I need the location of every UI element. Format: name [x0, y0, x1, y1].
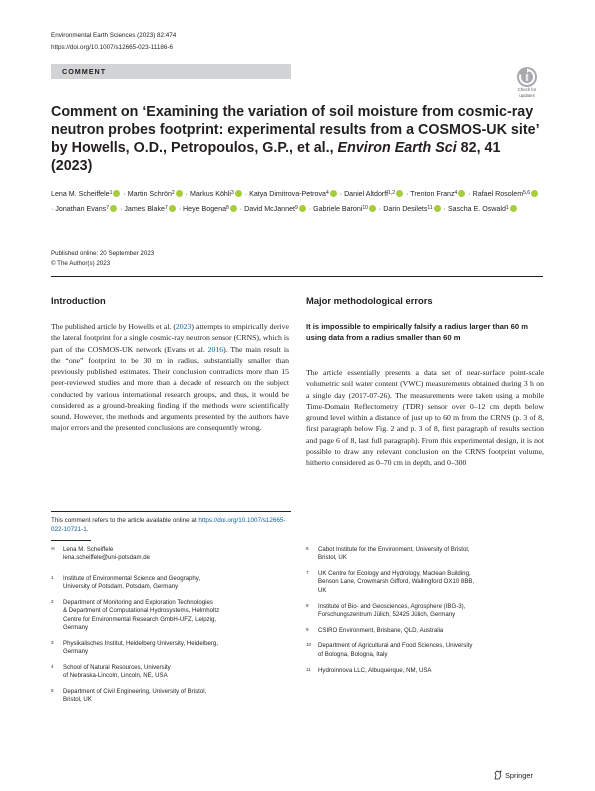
orcid-icon[interactable] [230, 205, 237, 212]
intro-text-c: ). The main result is the “one” footprint to be 30 m in radius, substantially smaller than previously published estimates. Their conclusion contradicts more than 15 peer-reviewed studies and more than a decade of research on the subject conducted by various international research groups, and thus, it would be considered as a ground-breaking finding if the methods were scientifically sound. However, the methods and arguments presented by the authors have major errors and the presented conclusions are consequently wrong. [51, 344, 289, 433]
orcid-icon[interactable] [510, 205, 517, 212]
doi-link[interactable]: https://doi.org/10.1007/s12665-023-11186-6 [51, 44, 173, 51]
author-entry [51, 190, 121, 198]
author-entry [473, 190, 539, 198]
author-affiliation-number: 4 [325, 190, 329, 196]
author-entry [183, 205, 238, 213]
author-name[interactable]: Lena M. Scheiffele [51, 190, 110, 198]
article-type-label: COMMENT [62, 67, 107, 76]
citation-link[interactable]: 2023 [175, 322, 192, 331]
major-errors-subheading: It is impossible to empirically falsify a radius larger than 60 m using data from a radius smaller than 60 m [306, 322, 528, 342]
author-name[interactable]: Trenton Franz [410, 190, 455, 198]
check-for-updates-badge[interactable] [512, 67, 542, 105]
author-entry [383, 205, 441, 213]
author-entry [448, 205, 518, 213]
author-entry [55, 205, 118, 213]
orcid-icon[interactable] [369, 205, 376, 212]
springer-logo [493, 770, 553, 780]
author-name[interactable]: Heye Bogena [183, 205, 227, 213]
author-name[interactable]: Daniel Altdorff [344, 190, 389, 198]
author-affiliation-number: 2 [171, 190, 175, 196]
contact-name: Lena M. Scheiffele [63, 546, 114, 553]
author-affiliation-number: 1,2 [388, 190, 396, 196]
envelope-icon: ✉ [51, 546, 55, 551]
affiliation-line: Institute of Environmental Science and Geography, [63, 575, 201, 582]
author-entry [410, 190, 466, 198]
orcid-icon[interactable] [458, 190, 465, 197]
introduction-heading: Introduction [51, 295, 106, 306]
footnote-text: This comment refers to the article available online at [51, 517, 199, 524]
author-list: Lena M. Scheiffele$^1$ · Martin Schrön$^2$ · Markus Köhli$^3$ · Katya Dimitrova-Petrova$^4$ · Daniel Altdorff$^{1,2}$ · Trenton Franz$^4$ · Rafael Rosolem$^{5,6}$ · Jonathan Evans$^7$ · James Blake$^7$ · Heye Bogena$^8$ · David McJannet$^9$ · Gabriele Baroni$^{10}$ · Darin Desilets$^{11}$ · Sascha E. Oswald$^1$ [51, 187, 543, 217]
affiliation-line: Germany [63, 648, 89, 656]
author-entry [313, 205, 377, 213]
author-entry [344, 190, 404, 198]
author-name[interactable]: Katya Dimitrova-Petrova [249, 190, 326, 198]
orcid-icon[interactable] [434, 205, 441, 212]
affiliation-number: 4 [51, 663, 54, 669]
affiliation-line: Bristol, UK [318, 554, 347, 562]
affiliation-line: CSIRO Environment, Brisbane, QLD, Australia [318, 626, 444, 634]
author-affiliation-number: 5,6 [523, 190, 531, 196]
author-entry [128, 190, 184, 198]
author-name[interactable]: David McJannet [244, 205, 295, 213]
author-affiliation-number: 11 [427, 205, 433, 211]
author-name[interactable]: James Blake [124, 205, 165, 213]
affiliation-number: 11 [306, 666, 311, 672]
affiliation-line: Institute of Bio- and Geosciences, Agrosphere (IBG-3), [318, 602, 466, 610]
title-main: Comment on ‘Examining the variation of soil moisture from cosmic-ray neutron probes footprint: experimental results from a COSMOS-UK site’ by Howells, O.D., Petropoulos, G.P., et al., [51, 104, 539, 156]
affiliation-number: 6 [306, 546, 309, 551]
author-affiliation-number: 7 [164, 205, 168, 211]
check-updates-line1: Check for [517, 87, 537, 92]
footnote-link[interactable]: https://doi.org/10.1007/s12665-022-10721-1. [51, 517, 286, 533]
affiliation-number: 2 [51, 599, 54, 605]
article-type-bar [51, 64, 291, 79]
author-affiliation-number: 1 [109, 190, 113, 196]
affiliation-line: Forschungszentrum Jülich, 52425 Jülich, Germany [318, 610, 456, 618]
major-errors-paragraph: The article essentially presents a data set of near-surface point-scale volumetric soil water content (VWC) measurements obtained during 3 h on a single day (2017-07-26). The measurements were taken using a mobile Time-Domain Reflectometry (TDR) sensor over 0–12 cm depth below ground level within a distance of just up to 60 m from the CRNS (p. 3 of 8, first paragraph below Fig. 2 and p. 3 of 8, first paragraph of results section and page 6 of 8, last full paragraph). From this experimental design, it is not possible to draw any relevant conclusion on the CRNS footprint volume, hitherto considered as 0–70 cm in depth, and 0–300 [306, 368, 544, 467]
affiliation-line: Germany [63, 623, 89, 631]
orcid-icon[interactable] [169, 205, 176, 212]
affiliation-line: Hydroinnova LLC, Albuquerque, NM, USA [318, 666, 432, 674]
affiliation-line: UK [318, 586, 327, 594]
contact-email[interactable]: lena.scheiffele@uni-potsdam.de [63, 554, 151, 562]
affiliation-line: Benson Lane, Crowmarsh Gifford, Wallingford OX10 8BB, [318, 578, 475, 586]
check-updates-icon [517, 67, 537, 87]
affiliation-line: Department of Agricultural and Food Sciences, University [318, 642, 473, 650]
published-date: Published online: 20 September 2023 [51, 250, 155, 257]
author-entry [249, 190, 338, 198]
introduction-paragraph [51, 321, 289, 434]
affiliation-line: University of Potsdam, Potsdam, Germany [63, 583, 179, 591]
title-tail: 82, 41 (2023) [51, 140, 501, 174]
copyright-line: © The Author(s) 2023 [51, 259, 111, 267]
author-affiliation-number: 3 [231, 190, 234, 196]
author-affiliation-number: 8 [226, 205, 229, 211]
article-title [51, 103, 543, 175]
affiliation-line: Physikalisches Institut, Heidelberg University, Heidelberg, [63, 639, 219, 647]
affiliation-line: & Department of Computational Hydrosystems, Helmholtz [63, 607, 220, 615]
affiliation-line: of Nebraska-Lincoln, Lincoln, NE, USA [63, 672, 168, 680]
orcid-icon[interactable] [176, 190, 183, 197]
affiliation-line: Centre for Environmental Research GmbH-UFZ, Leipzig, [63, 615, 217, 623]
affiliation-line: UK Centre for Ecology and Hydrology, Maclean Building, [318, 570, 471, 578]
orcid-icon[interactable] [396, 190, 403, 197]
major-errors-heading: Major methodological errors [306, 295, 433, 306]
footnote-rule [51, 511, 291, 512]
author-name[interactable]: Markus Köhli [189, 190, 231, 198]
orcid-icon[interactable] [113, 190, 120, 197]
affiliation-number: 10 [306, 642, 312, 648]
check-updates-line2: updates [519, 92, 535, 98]
author-entry [244, 205, 307, 213]
author-affiliation-number: 9 [295, 205, 298, 211]
orcid-icon[interactable] [531, 190, 538, 197]
journal-header [51, 30, 176, 54]
author-affiliation-number: 4 [454, 190, 458, 196]
citation-link[interactable]: 2016 [207, 344, 224, 354]
publication-dates [51, 249, 154, 268]
affiliation-line: of Bologna, Bologna, Italy [318, 650, 388, 658]
orcid-icon[interactable] [299, 205, 306, 212]
author-affiliation-number: 1 [505, 205, 509, 211]
author-affiliation-number: 10 [362, 205, 368, 211]
orcid-icon[interactable] [330, 190, 337, 197]
author-name[interactable]: Sascha E. Oswald [447, 205, 506, 213]
author-name[interactable]: Jonathan Evans [55, 205, 107, 213]
journal-citation: Environmental Earth Sciences (2023) 82:474 [51, 32, 177, 39]
header-rule [51, 276, 543, 277]
author-name[interactable]: Darin Desilets [383, 205, 428, 213]
orcid-icon[interactable] [235, 190, 242, 197]
title-journal: Environ Earth Sci [337, 140, 457, 156]
affiliation-number: 7 [306, 570, 309, 576]
author-name[interactable]: Gabriele Baroni [313, 205, 363, 213]
intro-text-b: ) attempts to empirically derive the lateral footprint for a single cosmic-ray neutron sensor (CRNS), which is part of the COSMOS-UK network (Evans et al. [51, 322, 289, 354]
author-name[interactable]: Rafael Rosolem [472, 190, 524, 198]
affiliation-line: School of Natural Resources, University [63, 663, 171, 671]
springer-wordmark: Springer [505, 771, 533, 780]
author-entry [124, 205, 176, 213]
affiliation-number: 9 [306, 626, 309, 632]
affiliation-line: Cabot Institute for the Environment, University of Bristol, [318, 546, 470, 553]
affiliation-number: 3 [51, 639, 54, 645]
springer-horse-icon [493, 770, 503, 780]
intro-text-a: The published article by Howells et al. ( [51, 322, 176, 331]
affiliation-number: 1 [51, 575, 54, 580]
affiliation-line: Bristol, UK [63, 696, 92, 704]
affiliation-number: 5 [51, 688, 54, 693]
comment-footnote [51, 516, 291, 534]
affiliation-line: Department of Monitoring and Exploration Technologies [63, 599, 213, 607]
orcid-icon[interactable] [110, 205, 117, 212]
author-entry [190, 190, 243, 198]
affiliation-number: 8 [306, 602, 309, 608]
author-name[interactable]: Martin Schrön [127, 190, 172, 198]
author-affiliation-number: 7 [106, 205, 110, 211]
affiliation-line: Department of Civil Engineering, University of Bristol, [63, 688, 207, 695]
contact-rule [51, 540, 91, 541]
